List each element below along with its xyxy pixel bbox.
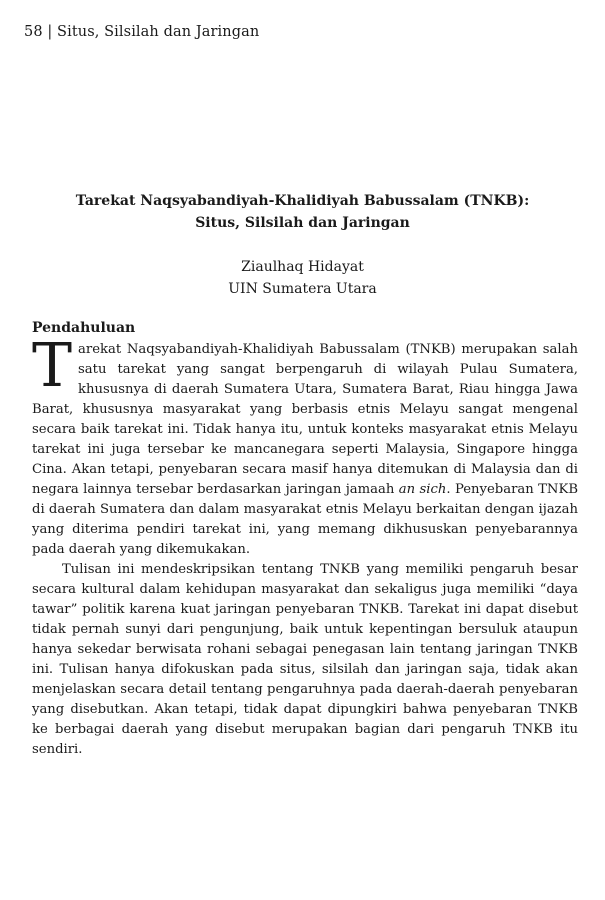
drop-cap: T: [32, 331, 73, 401]
author-name: Ziaulhaq Hidayat: [241, 259, 364, 275]
paragraph-1-text: arekat Naqsyabandiyah-Khalidiyah Babussalam (TNKB) merupakan salah satu tarekat yang sangat berpengaruh di wilayah Pulau Sumatera, khususnya di daerah Sumatera Utara, Sumatera Barat, Riau hingga Jawa Barat, khususnya masyarakat yang berbasis etnis Melayu sangat mengenal secara baik tarekat ini. Tidak hanya itu, untuk konteks masyarakat etnis Melayu tarekat ini juga tersebar ke mancanegara seperti Malaysia, Singapore hingga Cina. Akan tetapi, penyebaran secara masif hanya ditemukan di Malaysia dan di negara lainnya tersebar berdasarkan jaringan jamaah: [32, 342, 578, 497]
author-block: [0, 256, 605, 300]
paragraph-1-text-end: . Penyebaran TNKB di daerah Sumatera dan dalam masyarakat etnis Melayu berkaitan dengan ijazah yang diterima pendiri tarekat ini, yang memang dikhususkan penyebarannya pada daerah yang dikemukakan.: [32, 482, 579, 557]
section-heading: Pendahuluan: [32, 320, 136, 336]
article-title-line-1: Tarekat Naqsyabandiyah-Khalidiyah Babussalam (TNKB):: [75, 193, 530, 209]
article-title-line-2: Situs, Silsilah dan Jaringan: [195, 215, 410, 231]
paragraph-2: Tulisan ini mendeskripsikan tentang TNKB yang memiliki pengaruh besar secara kultural dalam kehidupan masyarakat dan sekaligus juga memiliki “daya tawar” politik karena kuat jaringan penyebaran TNKB. Tarekat ini dapat disebut tidak pernah sunyi dari pengunjung, baik untuk kepentingan bersuluk ataupun hanya sekedar berwisata rohani sebagai penegasan lain tentang jaringan TNKB ini. Tulisan hanya difokuskan pada situs, silsilah dan jaringan saja, tidak akan menjelaskan secara detail tentang pengaruhnya pada daerah-daerah penyebaran yang disebutkan. Akan tetapi, tidak dapat dipungkiri bahwa penyebaran TNKB ke berbagai daerah yang disebut merupakan bagian dari pengaruh TNKB itu sendiri.: [32, 562, 578, 757]
author-affiliation: UIN Sumatera Utara: [228, 281, 377, 297]
article-body: [32, 318, 578, 760]
running-head: 58 | Situs, Silsilah dan Jaringan: [24, 24, 260, 40]
paragraph-1: [32, 331, 579, 560]
paragraph-1-italic: an sich: [398, 482, 447, 497]
article-title: [0, 190, 605, 234]
